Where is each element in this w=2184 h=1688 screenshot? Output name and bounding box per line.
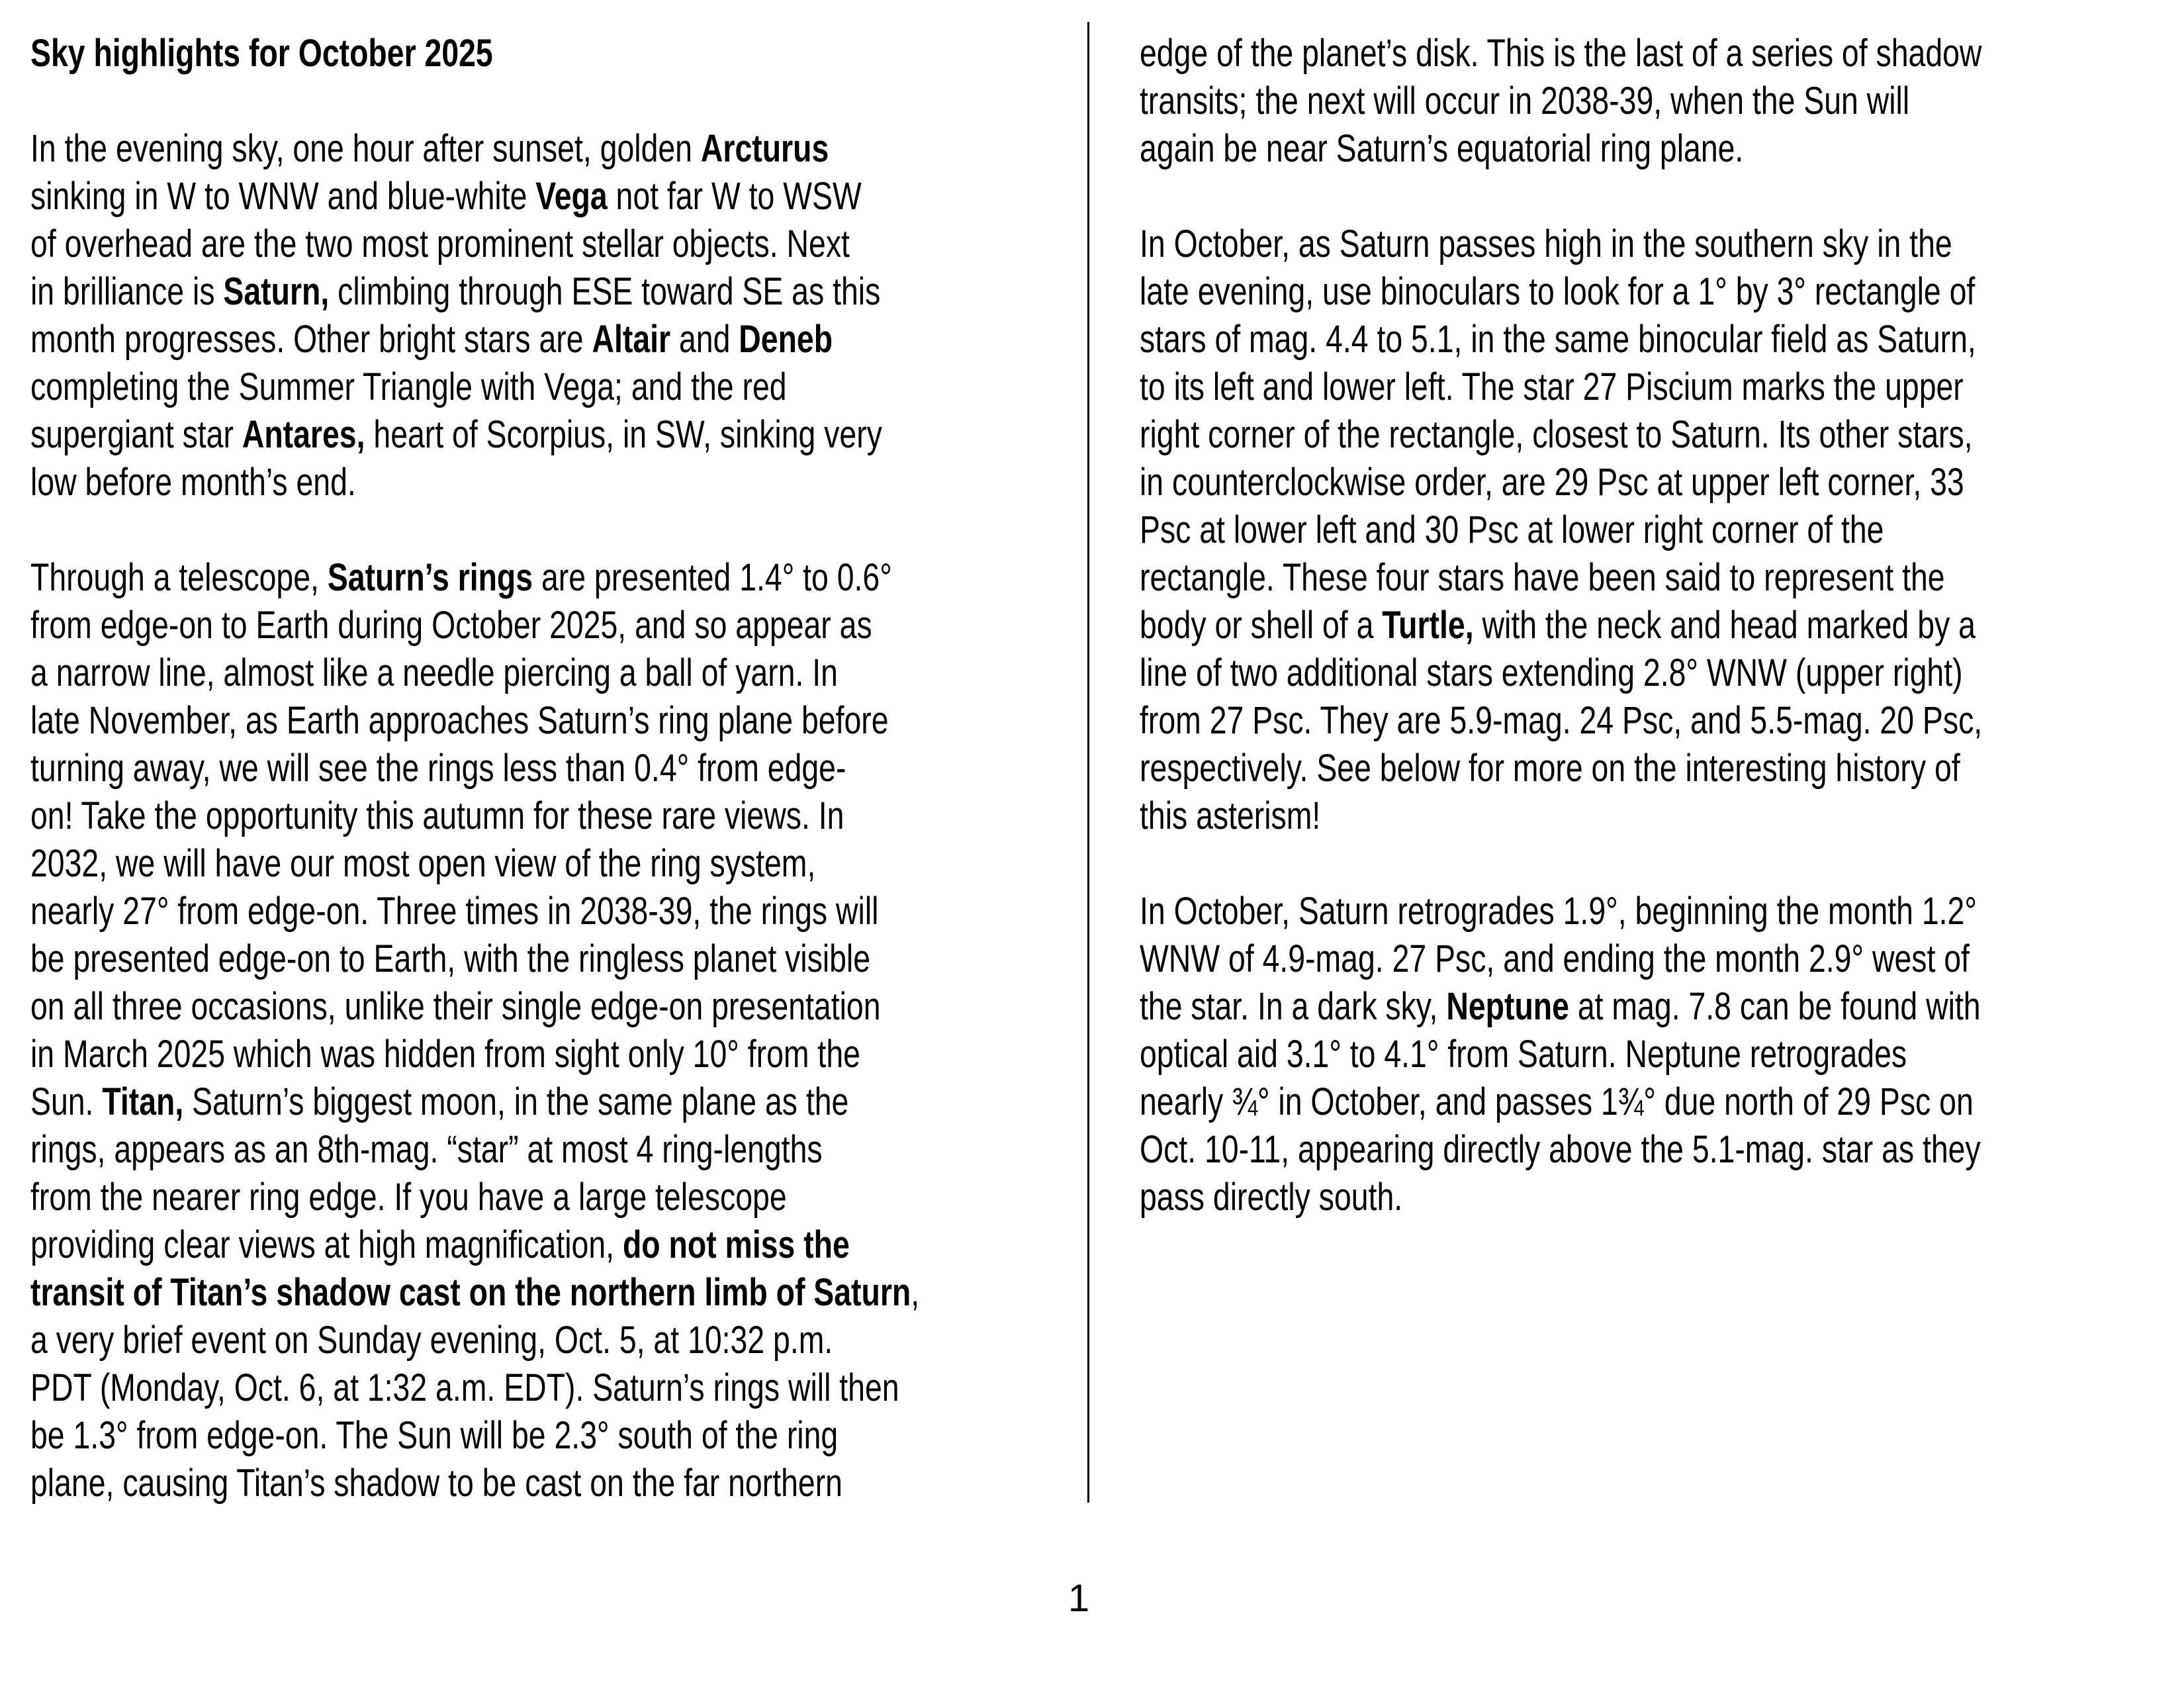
text-line: pass directly south. <box>1140 1176 1403 1219</box>
text-line: edge of the planet’s disk. This is the last of a series of shadow <box>1140 32 1982 75</box>
text-line: 2032, we will have our most open view of the ring system, <box>30 842 816 885</box>
text-line: late November, as Earth approaches Saturn’s ring plane before <box>30 699 889 742</box>
text-line: the star. In a dark sky, Neptune at mag. 7.8 can be found with <box>1140 985 1981 1028</box>
text-line: a narrow line, almost like a needle piercing a ball of yarn. In <box>30 651 838 694</box>
text-line: from edge-on to Earth during October 2025, and so appear as <box>30 604 872 647</box>
text-line: rectangle. These four stars have been said to represent the <box>1140 556 1945 599</box>
paragraph-turtle-asterism <box>1140 220 2179 840</box>
text-line: plane, causing Titan’s shadow to be cast on the far northern <box>30 1462 842 1505</box>
column-divider <box>1087 22 1089 1503</box>
text-line: a very brief event on Sunday evening, Oct. 5, at 10:32 p.m. <box>30 1319 833 1362</box>
text-line: stars of mag. 4.4 to 5.1, in the same binocular field as Saturn, <box>1140 318 1976 361</box>
text-line: providing clear views at high magnification, do not miss the <box>30 1223 850 1266</box>
text-line: this asterism! <box>1140 794 1321 837</box>
text-line: in brilliance is Saturn, climbing through ESE toward SE as this <box>30 270 881 313</box>
page-number: 1 <box>1068 1577 1090 1620</box>
text-line: Psc at lower left and 30 Psc at lower right corner of the <box>1140 508 1884 551</box>
right-column <box>1140 30 2179 1221</box>
text-line: turning away, we will see the rings less than 0.4° from edge- <box>30 747 846 790</box>
text-line: transits; the next will occur in 2038-39, when the Sun will <box>1140 79 1910 122</box>
text-line: In October, as Saturn passes high in the southern sky in the <box>1140 222 1952 265</box>
text-line: in counterclockwise order, are 29 Psc at upper left corner, 33 <box>1140 461 1964 504</box>
text-line: Oct. 10-11, appearing directly above the 5.1-mag. star as they <box>1140 1128 1981 1171</box>
text-line: again be near Saturn’s equatorial ring plane. <box>1140 127 1744 170</box>
text-line: supergiant star Antares, heart of Scorpius, in SW, sinking very <box>30 413 882 456</box>
text-line: right corner of the rectangle, closest to Saturn. Its other stars, <box>1140 413 1973 456</box>
text-line: from the nearer ring edge. If you have a large telescope <box>30 1176 787 1219</box>
text-line: body or shell of a Turtle, with the neck and head marked by a <box>1140 604 1976 647</box>
text-line: from 27 Psc. They are 5.9-mag. 24 Psc, and 5.5-mag. 20 Psc, <box>1140 699 1983 742</box>
text-line: month progresses. Other bright stars are Altair and Deneb <box>30 318 833 361</box>
text-line: to its left and lower left. The star 27 Piscium marks the upper <box>1140 365 1964 408</box>
text-line: of overhead are the two most prominent stellar objects. Next <box>30 222 850 265</box>
text-line: rings, appears as an 8th-mag. “star” at most 4 ring-lengths <box>30 1128 823 1171</box>
text-line: optical aid 3.1° to 4.1° from Saturn. Neptune retrogrades <box>1140 1033 1907 1076</box>
text-line: In October, Saturn retrogrades 1.9°, beginning the month 1.2° <box>1140 890 1977 933</box>
text-line: Sky highlights for October 2025 <box>30 32 493 75</box>
text-line: transit of Titan’s shadow cast on the northern limb of Saturn, <box>30 1271 920 1314</box>
left-column <box>30 30 1076 1507</box>
text-line: Through a telescope, Saturn’s rings are presented 1.4° to 0.6° <box>30 556 892 599</box>
text-line: In the evening sky, one hour after sunset, golden Arcturus <box>30 127 829 170</box>
text-line: be 1.3° from edge-on. The Sun will be 2.3° south of the ring <box>30 1414 839 1457</box>
paragraph-saturn-retrograde <box>1140 888 2179 1221</box>
text-line: completing the Summer Triangle with Vega; and the red <box>30 365 787 408</box>
text-line: nearly ¾° in October, and passes 1¾° due north of 29 Psc on <box>1140 1080 1974 1123</box>
text-line: WNW of 4.9-mag. 27 Psc, and ending the month 2.9° west of <box>1140 937 1970 980</box>
text-line: line of two additional stars extending 2.8° WNW (upper right) <box>1140 651 1963 694</box>
text-line: Sun. Titan, Saturn’s biggest moon, in the same plane as the <box>30 1080 849 1123</box>
paragraph-saturn-rings <box>30 554 1076 1507</box>
text-line: in March 2025 which was hidden from sight only 10° from the <box>30 1033 860 1076</box>
text-line: respectively. See below for more on the interesting history of <box>1140 747 1960 790</box>
text-line: nearly 27° from edge-on. Three times in 2038-39, the rings will <box>30 890 879 933</box>
text-line: on all three occasions, unlike their single edge-on presentation <box>30 985 881 1028</box>
text-line: on! Take the opportunity this autumn for these rare views. In <box>30 794 844 837</box>
text-line: be presented edge-on to Earth, with the ringless planet visible <box>30 937 871 980</box>
text-line: low before month’s end. <box>30 461 356 504</box>
text-line: PDT (Monday, Oct. 6, at 1:32 a.m. EDT). Saturn’s rings will then <box>30 1366 899 1409</box>
text-line: late evening, use binoculars to look for a 1° by 3° rectangle of <box>1140 270 1976 313</box>
document-title <box>30 30 1076 77</box>
text-line: sinking in W to WNW and blue-white Vega not far W to WSW <box>30 175 862 218</box>
paragraph-evening-sky <box>30 125 1076 506</box>
paragraph-shadow-transits <box>1140 30 2179 173</box>
